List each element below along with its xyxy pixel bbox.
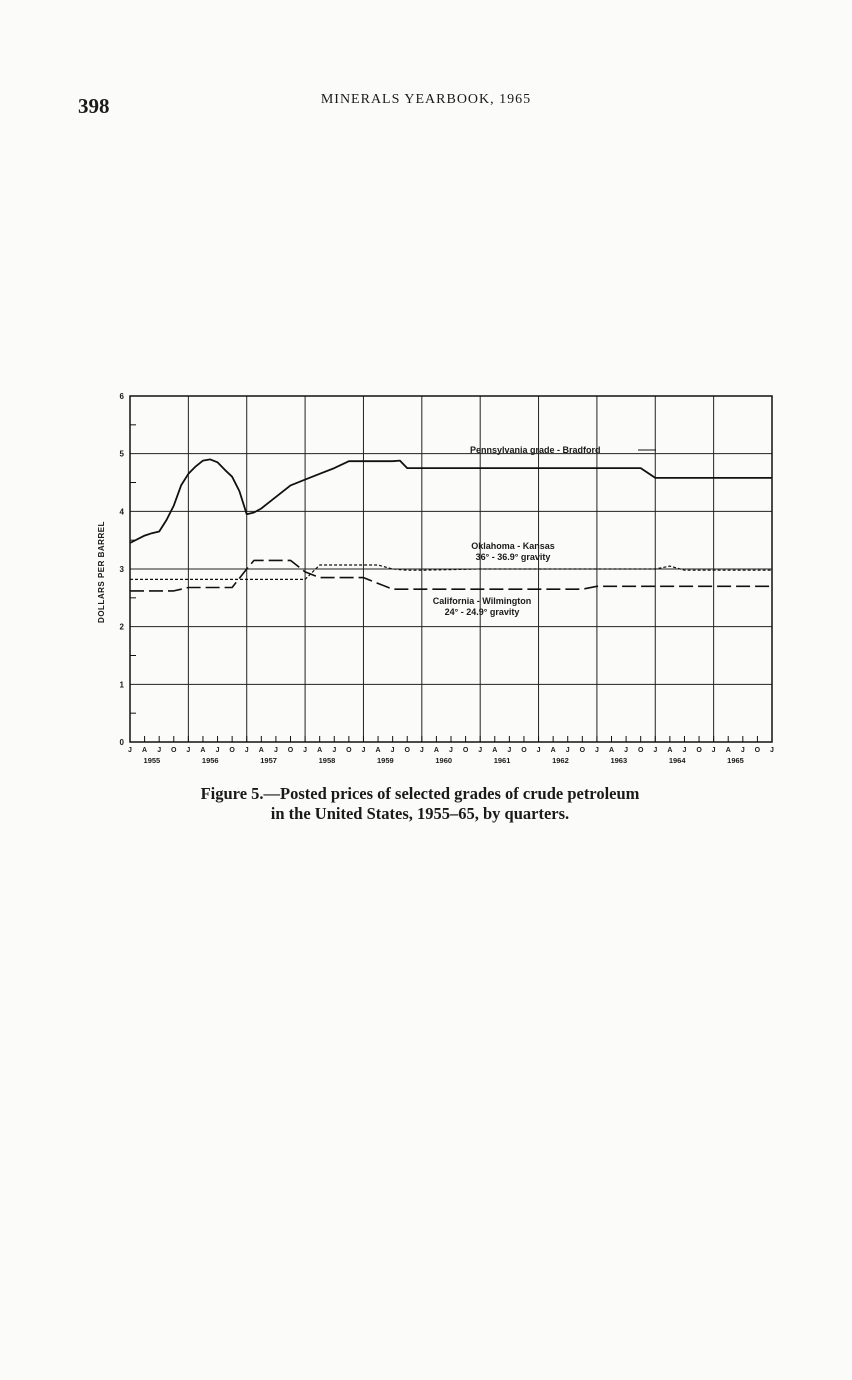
chart-axes [97, 392, 774, 765]
x-year-label: 1961 [493, 756, 511, 765]
x-year-label: 1957 [260, 756, 277, 765]
y-tick-label: 1 [119, 680, 124, 690]
x-quarter-label: O [579, 747, 586, 754]
x-quarter-label: O [462, 747, 469, 754]
x-quarter-label: J [565, 747, 570, 754]
x-quarter-label: A [550, 747, 556, 754]
x-year-label: 1962 [552, 756, 569, 765]
y-tick-label: 4 [119, 507, 124, 517]
x-quarter-label: J [361, 747, 366, 754]
series-label-2: California - Wilmington [432, 596, 532, 606]
x-quarter-label: J [128, 747, 132, 754]
chart-series [130, 459, 772, 591]
y-tick-label: 2 [119, 622, 124, 632]
x-quarter-label: J [507, 747, 512, 754]
running-head: MINERALS YEARBOOK, 1965 [320, 92, 532, 107]
x-quarter-label: O [404, 747, 410, 754]
x-quarter-label: J [478, 747, 483, 754]
x-quarter-label: J [682, 747, 687, 754]
y-tick-label: 6 [119, 392, 124, 401]
x-quarter-label: A [200, 747, 206, 754]
x-year-label: 1958 [318, 756, 336, 765]
x-year-label: 1963 [610, 756, 628, 765]
x-quarter-label: J [215, 747, 220, 754]
x-quarter-label: A [725, 747, 731, 754]
caption-line-1: Figure 5.—Posted prices of selected grades of crude petroleum [200, 784, 640, 803]
x-quarter-label: A [492, 747, 498, 754]
x-quarter-label: J [390, 747, 395, 754]
x-year-label: 1960 [435, 756, 453, 765]
x-quarter-label: J [244, 747, 249, 754]
x-quarter-label: J [157, 747, 162, 754]
x-year-label: 1964 [668, 756, 686, 765]
x-quarter-label: O [287, 747, 294, 754]
x-quarter-label: J [303, 747, 308, 754]
y-tick-label: 5 [119, 449, 124, 459]
x-quarter-label: O [696, 747, 702, 754]
y-axis-label: DOLLARS PER BARREL [97, 521, 106, 623]
x-quarter-label: O [346, 747, 352, 754]
x-quarter-label: J [770, 747, 774, 754]
series-line-0 [130, 459, 772, 543]
x-quarter-label: J [740, 747, 745, 754]
x-quarter-label: J [449, 747, 453, 754]
x-quarter-label: A [258, 747, 264, 754]
x-quarter-label: J [536, 747, 541, 754]
x-quarter-label: A [142, 747, 148, 754]
x-quarter-label: J [594, 747, 599, 754]
series-line-2 [130, 560, 772, 591]
x-quarter-label: A [317, 747, 323, 754]
y-tick-label: 3 [119, 565, 124, 574]
x-year-label: 1965 [727, 756, 744, 765]
caption-line-2: in the United States, 1955–65, by quarters. [270, 804, 570, 823]
series-label-1: Oklahoma - Kansas [471, 541, 555, 551]
y-tick-label: 0 [119, 738, 124, 747]
x-quarter-label: J [624, 747, 629, 754]
x-quarter-label: A [667, 747, 673, 754]
x-quarter-label: O [171, 747, 177, 754]
x-quarter-label: J [653, 747, 658, 754]
x-quarter-label: O [754, 747, 761, 754]
x-year-label: 1955 [143, 756, 161, 765]
series-line-1 [130, 565, 772, 579]
figure-caption [140, 784, 700, 824]
x-quarter-label: J [711, 747, 716, 754]
x-quarter-label: J [419, 747, 424, 754]
x-quarter-label: J [332, 747, 337, 754]
x-quarter-label: J [273, 747, 278, 754]
x-quarter-label: O [521, 747, 527, 754]
x-quarter-label: A [608, 747, 615, 754]
x-quarter-label: O [637, 747, 644, 754]
x-quarter-label: O [229, 747, 235, 754]
x-quarter-label: A [433, 747, 439, 754]
chart-labels [433, 445, 656, 617]
page-number: 398 [78, 94, 110, 118]
x-quarter-label: A [375, 747, 381, 754]
series-label-1: 36° - 36.9° gravity [475, 552, 551, 562]
x-year-label: 1956 [201, 756, 219, 765]
x-quarter-label: J [186, 747, 191, 754]
series-label-2: 24° - 24.9° gravity [444, 607, 520, 617]
x-year-label: 1959 [376, 756, 394, 765]
series-label-0: Pennsylvania grade - Bradford [470, 445, 601, 455]
